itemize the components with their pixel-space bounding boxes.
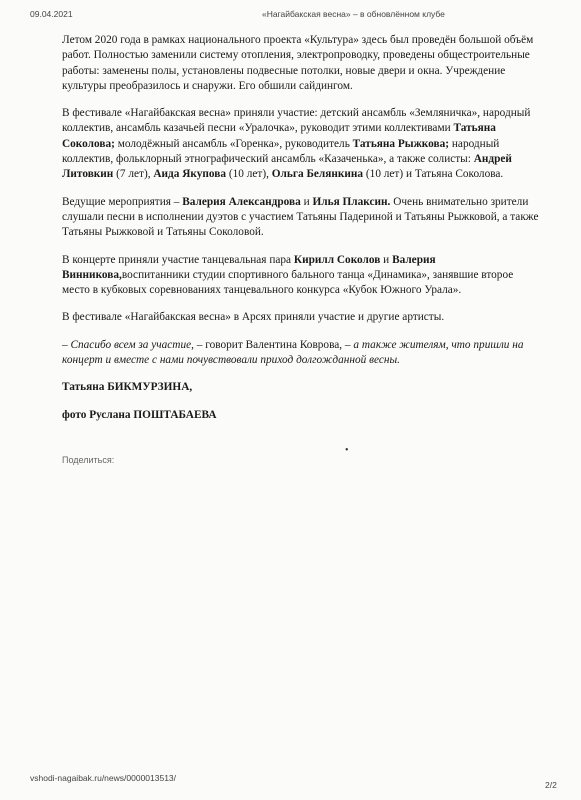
photo-credit: фото Руслана ПОШТАБАЕВА: [62, 408, 217, 421]
author-byline: Татьяна БИКМУРЗИНА,: [62, 381, 193, 394]
name-ryzhkova: Татьяна Рыжкова;: [352, 137, 450, 150]
name-yakupova: Аида Якупова: [153, 168, 227, 181]
article-body: [62, 33, 542, 435]
print-date: 09.04.2021: [30, 9, 73, 19]
page-number: 2/2: [545, 780, 557, 790]
paragraph-renovation: Летом 2020 года в рамках национального проекта «Культура» здесь был проведён большой объём работ. Полностью заменили систему отопления, электропроводку, проведены общестроительные работы: заменены полы, установлены подвесные потолки, новые двери и окна. Учреждение культуры преобразилось и снаружи. Его обшили сайдингом.: [62, 34, 534, 92]
name-litovkin: Андрей Литовкин: [62, 153, 512, 181]
paragraph-dancers: В концерте приняли участие танцевальная пара Кирилл Соколов и Валерия Винникова,воспитанники студии спортивного бального танца «Динамика», занявшие второе место в кубковых соревнованиях танцевального конкурса «Кубок Южного Урала».: [62, 253, 514, 297]
page-header-title: «Нагайбакская весна» – в обновлённом клубе: [262, 9, 445, 19]
footer-url: vshodi-nagaibak.ru/news/0000013513/: [30, 773, 177, 783]
scan-speck: •: [345, 445, 349, 456]
closing-quote: – Спасибо всем за участие, – говорит Валентина Коврова, – а также жителям, что пришли на концерт и вместе с нами почувствовали приход долгожданной весны.: [62, 338, 524, 367]
name-sokolova: Татьяна Соколова;: [62, 122, 496, 150]
name-vinnikova: Валерия Винникова,: [62, 253, 436, 281]
paragraph-other-artists: В фестивале «Нагайбакская весна» в Арсях приняли участие и другие артисты.: [62, 311, 445, 324]
name-belyankina: Ольга Белянкина: [271, 168, 364, 181]
name-kirill-sokolov: Кирилл Соколов: [293, 253, 381, 266]
paragraph-hosts: Ведущие мероприятия – Валерия Александрова и Илья Плаксин. Очень внимательно зрители слушали песни в исполнении дуэтов с участием Татьяны Падериной и Татьяны Рыжковой, а также Татьяны Рыжковой и Татьяны Соколовой.: [62, 195, 539, 239]
name-plaksin: Илья Плаксин.: [312, 195, 391, 208]
name-aleksandrova: Валерия Александрова: [182, 195, 301, 208]
share-label[interactable]: Поделиться:: [62, 455, 115, 465]
paragraph-participants: В фестивале «Нагайбакская весна» приняли участие: детский ансамбль «Земляничка», народный коллектив, ансамбль казачьей песни «Уралочка», руководит этими коллективами Татьяна Соколова; молодёжный ансамбль «Горенка», руководитель Татьяна Рыжкова; народный коллектив, фольклорный этнографический ансамбль «Казаченька», а также солисты: Андрей Литовкин (7 лет), Аида Якупова (10 лет), Ольга Белянкина (10 лет) и Татьяна Соколова.: [62, 107, 531, 181]
